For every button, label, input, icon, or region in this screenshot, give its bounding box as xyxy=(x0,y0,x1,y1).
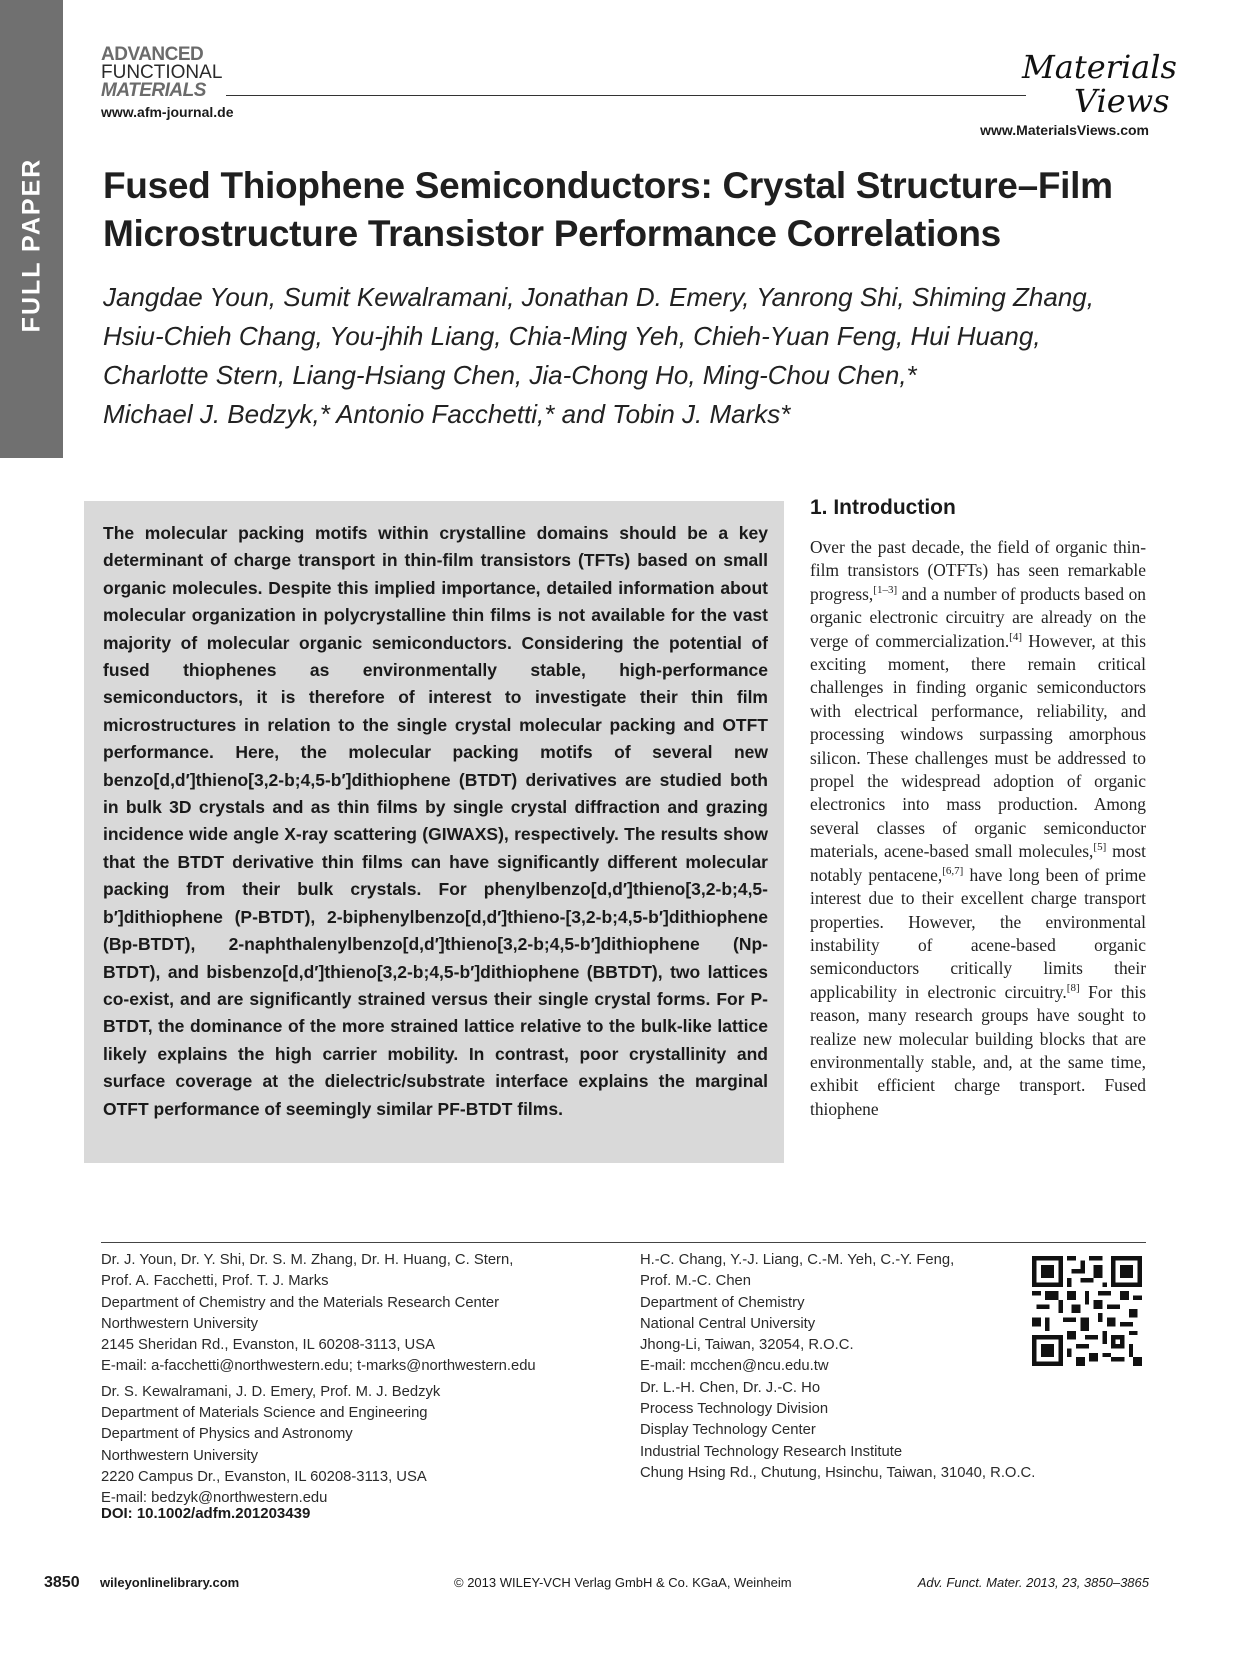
author-line: Charlotte Stern, Liang-Hsiang Chen, Jia-Chong Ho, Ming-Chou Chen,* xyxy=(103,360,917,390)
journal-logo-line: FUNCTIONAL xyxy=(101,62,223,83)
article-title: Fused Thiophene Semiconductors: Crystal Structure–Film Microstructure Transistor Performance Correlations xyxy=(103,165,1113,254)
affiliation-line: Dr. S. Kewalramani, J. D. Emery, Prof. M. J. Bedzyk xyxy=(101,1383,441,1400)
intro-text-part: Over the past decade, the field of organic thin-film transistors (OTFTs) has seen remarkable progress, xyxy=(810,537,1146,604)
affiliation-line: Jhong-Li, Taiwan, 32054, R.O.C. xyxy=(640,1337,854,1354)
affiliation-line: Dr. J. Youn, Dr. Y. Shi, Dr. S. M. Zhang, Dr. H. Huang, C. Stern, xyxy=(101,1252,514,1268)
affiliation-line: National Central University xyxy=(640,1315,816,1332)
affiliation-email[interactable]: E-mail: a-facchetti@northwestern.edu; t-marks@northwestern.edu xyxy=(101,1358,536,1375)
page-number: 3850 xyxy=(44,1574,80,1591)
affiliation-line: Northwestern University xyxy=(101,1315,259,1332)
author-list xyxy=(103,278,1183,434)
affiliation-line: Industrial Technology Research Institute xyxy=(640,1443,903,1460)
affiliation-line: Display Technology Center xyxy=(640,1422,816,1439)
citation-reference[interactable]: [6,7] xyxy=(942,864,964,877)
journal-citation: Adv. Funct. Mater. 2013, 23, 3850–3865 xyxy=(917,1575,1149,1590)
introduction-heading: 1. Introduction xyxy=(810,496,956,519)
page-footer xyxy=(44,1574,1149,1596)
intro-text-part: For this reason, many research groups have sought to realize new molecular building blocks that are environmentally stable, and, at the same time, exhibit efficient charge transport. Fused thiophene xyxy=(810,981,1146,1119)
intro-text-part: have long been of prime interest due to their excellent charge transport properties. However, the environmental instability of acene-based organic semiconductors critically limits their applicability in electronic circuitry. xyxy=(810,864,1146,1002)
intro-text-part: most notably pentacene, xyxy=(810,841,1146,885)
journal-logo-line: ADVANCED xyxy=(101,44,204,65)
publisher-logo xyxy=(1022,50,1177,118)
affiliation-line: Department of Materials Science and Engineering xyxy=(101,1405,428,1422)
citation-reference[interactable]: [8] xyxy=(1066,981,1080,994)
citation-reference[interactable]: [4] xyxy=(1009,630,1022,643)
intro-text-part: However, at this exciting moment, there remain critical challenges in finding organic semiconductors with electrical performance, reliability, and processing windows surpassing amorphous silicon. These challenges must be addressed to propel the widespread adoption of organic electronics into mass production. Among several classes of organic semiconductor materials, acene-based small molecules, xyxy=(810,630,1146,862)
publisher-logo-line: Views xyxy=(1074,82,1170,120)
affiliation-line: 2220 Campus Dr., Evanston, IL 60208-3113, USA xyxy=(101,1468,427,1485)
citation-reference[interactable]: [1–3] xyxy=(873,584,898,597)
affiliation-line: 2145 Sheridan Rd., Evanston, IL 60208-3113, USA xyxy=(101,1337,435,1354)
affiliation-line: H.-C. Chang, Y.-J. Liang, C.-M. Yeh, C.-Y. Feng, xyxy=(640,1252,955,1268)
affiliation-line: Northwestern University xyxy=(101,1447,259,1464)
affiliation-email[interactable]: E-mail: bedzyk@northwestern.edu xyxy=(101,1490,328,1507)
intro-text-part: and a number of products based on organic electronic circuitry are already on the verge of commercialization. xyxy=(810,583,1146,651)
affiliation-email[interactable]: E-mail: mcchen@ncu.edu.tw xyxy=(640,1358,829,1375)
publisher-url-link[interactable]: www.MaterialsViews.com xyxy=(980,122,1149,138)
doi-link[interactable]: DOI: 10.1002/adfm.201203439 xyxy=(101,1505,311,1522)
affiliation-line: Department of Chemistry and the Materials Research Center xyxy=(101,1294,500,1311)
affiliations-left xyxy=(101,1250,621,1510)
affiliation-line: Chung Hsing Rd., Chutung, Hsinchu, Taiwan, 31040, R.O.C. xyxy=(640,1464,1036,1481)
affiliation-line: Prof. M.-C. Chen xyxy=(640,1273,752,1290)
journal-url-link[interactable]: www.afm-journal.de xyxy=(101,104,234,120)
section-label-text: FULL PAPER xyxy=(17,157,46,333)
citation-reference[interactable]: [5] xyxy=(1093,841,1107,854)
abstract-text: The molecular packing motifs within crystalline domains should be a key determinant of charge transport in thin-film transistors (TFTs) based on small organic molecules. Despite this implied importance, detailed information about molecular organization in polycrystalline thin films is not available for the vast majority of molecular organic semiconductors. Considering the potential of fused thiophenes as environmentally stable, high-performance semiconductors, it is therefore of interest to investigate their thin film microstructures in relation to the single crystal molecular packing and OTFT performance. Here, the molecular packing motifs of several new benzo[d,d′]thieno[3,2-b;4,5-b′]dithiophene (BTDT) derivatives are studied both in bulk 3D crystals and as thin films by single crystal diffraction and grazing incidence wide angle X-ray scattering (GIWAXS), respectively. The results show that the BTDT derivative thin films can have significantly different molecular packing from their bulk crystals. For phenylbenzo[d,d′]thieno[3,2-b;4,5-b′]dithiophene (P-BTDT), 2-biphenylbenzo[d,d′]thieno-[3,2-b;4,5-b′]dithiophene (Bp-BTDT), 2-naphthalenylbenzo[d,d′]thieno[3,2-b;4,5-b′]dithiophene (Np-BTDT), and bisbenzo[d,d′]thieno[3,2-b;4,5-b′]dithiophene (BBTDT), two lattices co-exist, and are significantly strained versus their single crystal forms. For P-BTDT, the dominance of the more strained lattice relative to the bulk-like lattice likely explains the high carrier mobility. In contrast, poor crystallinity and surface coverage at the dielectric/substrate interface explains the marginal OTFT performance of seemingly similar PF-BTDT films. xyxy=(103,523,768,1119)
author-line: Jangdae Youn, Sumit Kewalramani, Jonathan D. Emery, Yanrong Shi, Shiming Zhang, xyxy=(103,282,1094,312)
header-divider xyxy=(226,95,1026,96)
journal-logo xyxy=(101,46,231,100)
affiliation-line: Department of Physics and Astronomy xyxy=(101,1426,353,1443)
footnote-divider xyxy=(101,1242,1146,1243)
affiliation-line: Prof. A. Facchetti, Prof. T. J. Marks xyxy=(101,1273,329,1290)
affiliation-line: Process Technology Division xyxy=(640,1401,829,1418)
journal-logo-line: MATERIALS xyxy=(101,80,206,101)
author-line: Hsiu-Chieh Chang, You-jhih Liang, Chia-Ming Yeh, Chieh-Yuan Feng, Hui Huang, xyxy=(103,321,1041,351)
full-paper-tab xyxy=(0,0,63,458)
copyright-notice: © 2013 WILEY-VCH Verlag GmbH & Co. KGaA, Weinheim xyxy=(454,1575,792,1590)
affiliation-line: Dr. L.-H. Chen, Dr. J.-C. Ho xyxy=(640,1379,821,1396)
footer-url-link[interactable]: wileyonlinelibrary.com xyxy=(100,1575,240,1590)
affiliation-line: Department of Chemistry xyxy=(640,1294,805,1311)
introduction-text xyxy=(810,536,1146,1121)
affiliations-right xyxy=(640,1250,1100,1484)
section-label xyxy=(14,157,50,333)
publisher-logo-line: Materials xyxy=(1022,48,1177,86)
author-line: Michael J. Bedzyk,* Antonio Facchetti,* and Tobin J. Marks* xyxy=(103,399,791,429)
qr-code-icon[interactable] xyxy=(1032,1256,1142,1366)
